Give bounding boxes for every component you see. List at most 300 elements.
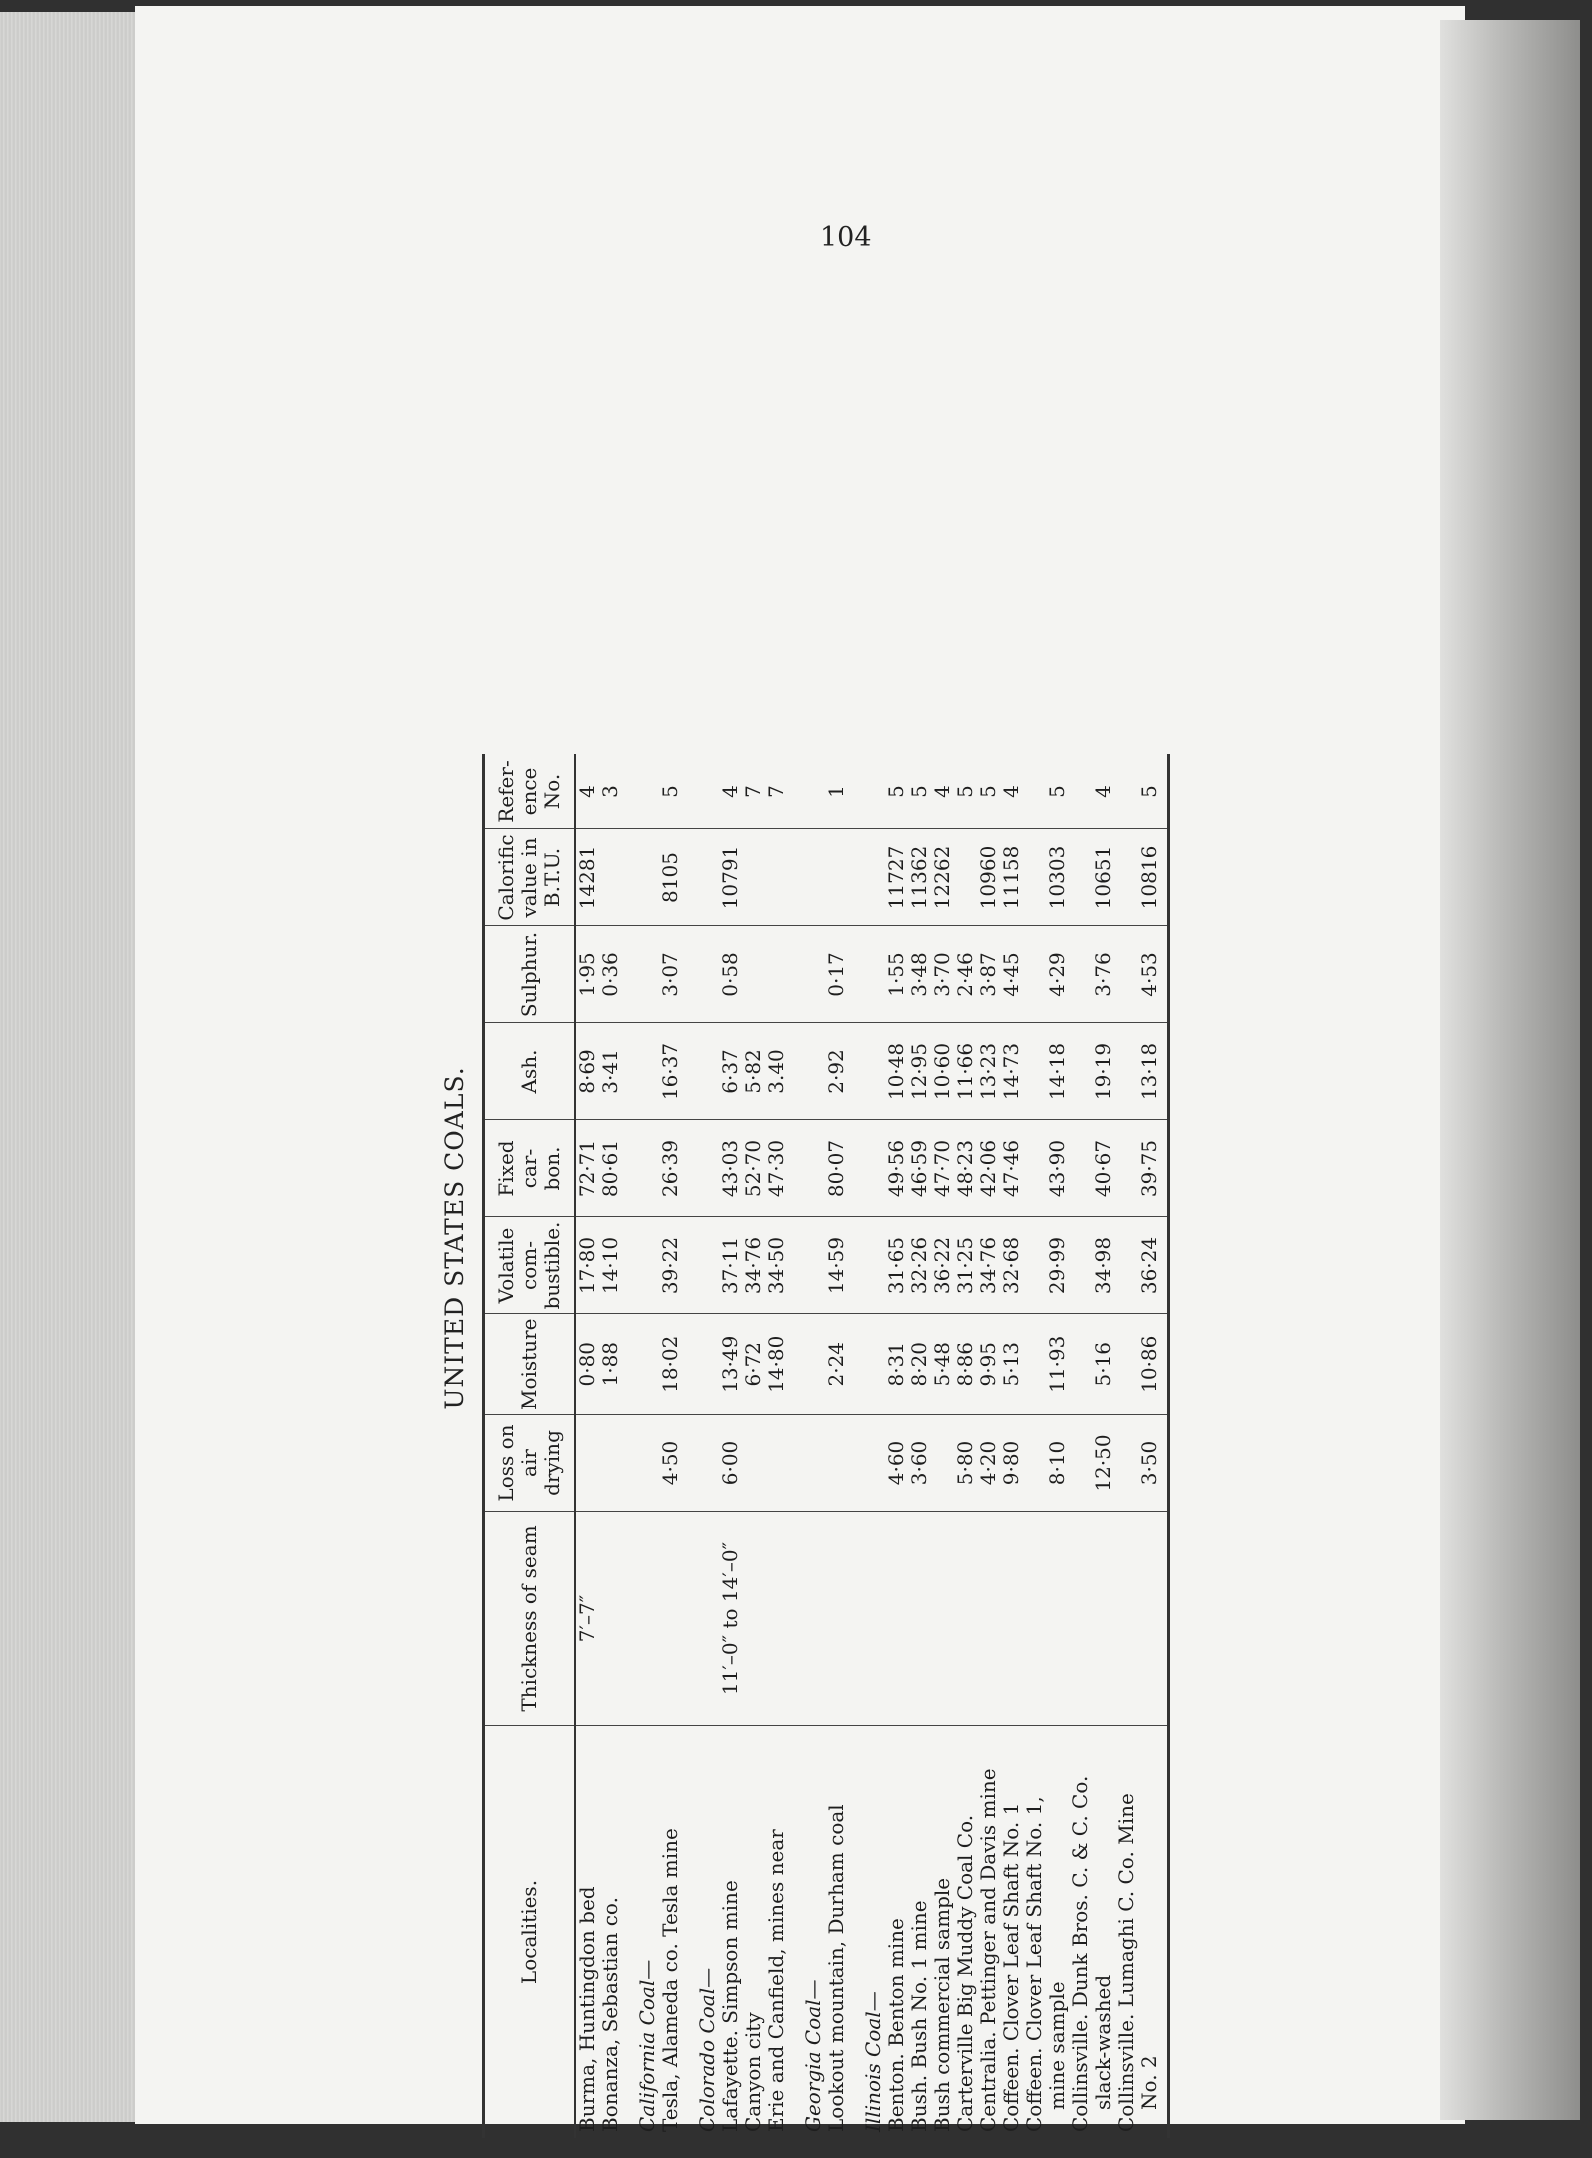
- loss-cell: [696, 1415, 719, 1512]
- coal-analysis-table: [482, 755, 1170, 2139]
- sulphur-cell: 1·95: [575, 926, 599, 1023]
- thickness-cell: [977, 1512, 1000, 1726]
- thickness-cell: [862, 1512, 885, 1726]
- ref-cell: 4: [1069, 755, 1115, 830]
- table-row: [742, 755, 765, 2139]
- locality-text: Collinsville. Dunk Bros. C. & C. Co.: [1068, 1775, 1092, 2132]
- ash-cell: [696, 1023, 719, 1120]
- ref-cell: [862, 755, 885, 830]
- volatile-cell: 36·24: [1115, 1217, 1169, 1314]
- spacer-cell: [622, 1023, 636, 1120]
- loss-cell: [862, 1415, 885, 1512]
- group-heading-row: [696, 755, 719, 2139]
- spacer-cell: [848, 755, 862, 830]
- group-heading: [696, 1726, 719, 2139]
- spacer-cell: [788, 1023, 802, 1120]
- spacer-row: [682, 755, 696, 2139]
- thickness-cell: [636, 1512, 659, 1726]
- fixed-cell: 48·23: [954, 1120, 977, 1217]
- thickness-cell: [954, 1512, 977, 1726]
- ref-cell: 5: [659, 755, 682, 830]
- header-moisture: Moisture: [484, 1314, 576, 1415]
- fixed-cell: 47·70: [931, 1120, 954, 1217]
- moisture-cell: 8·20: [908, 1314, 931, 1415]
- ash-cell: 13·23: [977, 1023, 1000, 1120]
- sulphur-cell: [696, 926, 719, 1023]
- fixed-cell: 43·90: [1023, 1120, 1069, 1217]
- table-row: [765, 755, 788, 2139]
- sulphur-cell: [636, 926, 659, 1023]
- ref-cell: 4: [575, 755, 599, 830]
- ash-cell: 12·95: [908, 1023, 931, 1120]
- volatile-cell: 14·10: [599, 1217, 622, 1314]
- header-ash: Ash.: [484, 1023, 576, 1120]
- moisture-cell: 5·13: [1000, 1314, 1023, 1415]
- loss-cell: 9·80: [1000, 1415, 1023, 1512]
- locality-cell: [885, 1726, 908, 2139]
- locality-text: Canyon city: [741, 2012, 765, 2132]
- table-row: [719, 755, 742, 2139]
- calorific-cell: 10960: [977, 829, 1000, 926]
- locality-continuation: slack-washed: [1091, 1974, 1115, 2110]
- calorific-cell: 10303: [1023, 829, 1069, 926]
- ash-cell: 14·73: [1000, 1023, 1023, 1120]
- calorific-cell: 11362: [908, 829, 931, 926]
- locality-cell: [742, 1726, 765, 2139]
- thickness-cell: 7′–7″: [575, 1512, 599, 1726]
- locality-continuation: mine sample: [1045, 1981, 1069, 2110]
- locality-text: Bush. Bush No. 1 mine: [907, 1900, 931, 2132]
- locality-text: Lafayette. Simpson mine: [718, 1880, 742, 2132]
- moisture-cell: 14·80: [765, 1314, 788, 1415]
- thickness-cell: [885, 1512, 908, 1726]
- sulphur-cell: 3·87: [977, 926, 1000, 1023]
- table-row: [977, 755, 1000, 2139]
- ash-cell: 2·92: [825, 1023, 848, 1120]
- locality-text: Coffeen. Clover Leaf Shaft No. 1: [999, 1802, 1023, 2132]
- fixed-cell: [862, 1120, 885, 1217]
- locality-text: Lookout mountain, Durham coal: [824, 1804, 848, 2132]
- spacer-cell: [788, 755, 802, 830]
- loss-cell: 4·20: [977, 1415, 1000, 1512]
- spacer-cell: [682, 926, 696, 1023]
- spacer-cell: [622, 1512, 636, 1726]
- moisture-cell: [636, 1314, 659, 1415]
- ref-cell: 7: [765, 755, 788, 830]
- locality-text: Carterville Big Muddy Coal Co.: [953, 1814, 977, 2132]
- moisture-cell: 2·24: [825, 1314, 848, 1415]
- loss-cell: [599, 1415, 622, 1512]
- thickness-cell: 11′–0″ to 14′–0″: [719, 1512, 742, 1726]
- locality-cell: [1000, 1726, 1023, 2139]
- moisture-cell: [696, 1314, 719, 1415]
- ref-cell: 5: [1115, 755, 1169, 830]
- moisture-cell: 6·72: [742, 1314, 765, 1415]
- rotated-table-block: [440, 318, 1270, 2158]
- thickness-cell: [742, 1512, 765, 1726]
- fixed-cell: 80·07: [825, 1120, 848, 1217]
- locality-cell: [908, 1726, 931, 2139]
- sulphur-cell: 3·70: [931, 926, 954, 1023]
- loss-cell: [825, 1415, 848, 1512]
- volatile-cell: [802, 1217, 825, 1314]
- fixed-cell: [802, 1120, 825, 1217]
- spacer-cell: [682, 1415, 696, 1512]
- volatile-cell: 32·68: [1000, 1217, 1023, 1314]
- locality-cell: [599, 1726, 622, 2139]
- locality-text: Illinois Coal—: [861, 1991, 885, 2132]
- moisture-cell: 1·88: [599, 1314, 622, 1415]
- volatile-cell: 14·59: [825, 1217, 848, 1314]
- locality-text: Colorado Coal—: [695, 1967, 719, 2132]
- sulphur-cell: [742, 926, 765, 1023]
- spacer-cell: [622, 926, 636, 1023]
- table-row: [1023, 755, 1069, 2139]
- loss-cell: [742, 1415, 765, 1512]
- loss-cell: 4·50: [659, 1415, 682, 1512]
- spacer-cell: [622, 755, 636, 830]
- locality-text: Centralia. Pettinger and Davis mine: [976, 1768, 1000, 2132]
- spacer-cell: [682, 1023, 696, 1120]
- calorific-cell: [825, 829, 848, 926]
- ash-cell: 10·60: [931, 1023, 954, 1120]
- group-heading: [862, 1726, 885, 2139]
- spacer-cell: [682, 755, 696, 830]
- spacer-cell: [788, 1512, 802, 1726]
- header-loss-air-drying: Loss on air drying: [484, 1415, 576, 1512]
- ash-cell: 3.40: [765, 1023, 788, 1120]
- spacer-cell: [848, 1120, 862, 1217]
- thickness-cell: [1115, 1512, 1169, 1726]
- table-row: [575, 755, 599, 2139]
- moisture-cell: 8·86: [954, 1314, 977, 1415]
- locality-cell: [1115, 1726, 1169, 2139]
- thickness-cell: [825, 1512, 848, 1726]
- ash-cell: [862, 1023, 885, 1120]
- locality-text: Tesla, Alameda co. Tesla mine: [658, 1828, 682, 2132]
- locality-text: Coffeen. Clover Leaf Shaft No. 1,: [1022, 1796, 1046, 2132]
- fixed-cell: 43·03: [719, 1120, 742, 1217]
- header-thickness: Thickness of seam: [484, 1512, 576, 1726]
- thickness-cell: [1023, 1512, 1069, 1726]
- fixed-cell: 72·71: [575, 1120, 599, 1217]
- sulphur-cell: 4·53: [1115, 926, 1169, 1023]
- moisture-cell: 8·31: [885, 1314, 908, 1415]
- fixed-cell: 26·39: [659, 1120, 682, 1217]
- calorific-cell: [742, 829, 765, 926]
- spacer-cell: [848, 1217, 862, 1314]
- group-heading-row: [802, 755, 825, 2139]
- spacer-cell: [848, 1023, 862, 1120]
- table-title: UNITED STATES COALS.: [440, 1066, 469, 1410]
- table-row: [1069, 755, 1115, 2139]
- spacer-cell: [788, 1415, 802, 1512]
- ref-cell: 4: [1000, 755, 1023, 830]
- group-heading-row: [636, 755, 659, 2139]
- thickness-cell: [659, 1512, 682, 1726]
- page-number: 104: [820, 222, 872, 253]
- locality-cell: [954, 1726, 977, 2139]
- ash-cell: 14·18: [1023, 1023, 1069, 1120]
- ref-cell: [802, 755, 825, 830]
- moisture-cell: 13·49: [719, 1314, 742, 1415]
- fixed-cell: [696, 1120, 719, 1217]
- thickness-cell: [1069, 1512, 1115, 1726]
- volatile-cell: 37·11: [719, 1217, 742, 1314]
- header-fixed-carbon: Fixed car- bon.: [484, 1120, 576, 1217]
- thickness-cell: [765, 1512, 788, 1726]
- sulphur-cell: 0·36: [599, 926, 622, 1023]
- spacer-cell: [788, 829, 802, 926]
- loss-cell: 3·50: [1115, 1415, 1169, 1512]
- loss-cell: 8·10: [1023, 1415, 1069, 1512]
- moisture-cell: 18·02: [659, 1314, 682, 1415]
- sulphur-cell: 3·48: [908, 926, 931, 1023]
- ref-cell: [696, 755, 719, 830]
- calorific-cell: 11727: [885, 829, 908, 926]
- ref-cell: 5: [954, 755, 977, 830]
- locality-text: Georgia Coal—: [801, 1979, 825, 2132]
- ref-cell: [636, 755, 659, 830]
- spacer-cell: [682, 1217, 696, 1314]
- fixed-cell: 40·67: [1069, 1120, 1115, 1217]
- locality-text: Bush commercial sample: [930, 1877, 954, 2132]
- sulphur-cell: 4·45: [1000, 926, 1023, 1023]
- ash-cell: 19·19: [1069, 1023, 1115, 1120]
- loss-cell: [575, 1415, 599, 1512]
- moisture-cell: 5·48: [931, 1314, 954, 1415]
- thickness-cell: [802, 1512, 825, 1726]
- header-calorific: Calorific value in B.T.U.: [484, 829, 576, 926]
- calorific-cell: [696, 829, 719, 926]
- volatile-cell: [696, 1217, 719, 1314]
- sulphur-cell: [862, 926, 885, 1023]
- spacer-cell: [622, 1120, 636, 1217]
- table-row: [885, 755, 908, 2139]
- spacer-cell: [622, 1217, 636, 1314]
- spacer-cell: [848, 1726, 862, 2139]
- spacer-cell: [622, 1314, 636, 1415]
- volatile-cell: [862, 1217, 885, 1314]
- locality-text: Bonanza, Sebastian co.: [598, 1897, 622, 2132]
- loss-cell: [802, 1415, 825, 1512]
- table-row: [931, 755, 954, 2139]
- moisture-cell: [862, 1314, 885, 1415]
- loss-cell: 5·80: [954, 1415, 977, 1512]
- calorific-cell: 10791: [719, 829, 742, 926]
- calorific-cell: [599, 829, 622, 926]
- ash-cell: 16·37: [659, 1023, 682, 1120]
- locality-text: Collinsville. Lumaghi C. Co. Mine: [1114, 1793, 1138, 2132]
- loss-cell: 3·60: [908, 1415, 931, 1512]
- spacer-cell: [682, 1726, 696, 2139]
- header-volatile: Volatile com- bustible.: [484, 1217, 576, 1314]
- table-row: [825, 755, 848, 2139]
- sulphur-cell: 3·07: [659, 926, 682, 1023]
- loss-cell: 4·60: [885, 1415, 908, 1512]
- volatile-cell: 31·65: [885, 1217, 908, 1314]
- volatile-cell: 32·26: [908, 1217, 931, 1314]
- calorific-cell: 8105: [659, 829, 682, 926]
- moisture-cell: 5·16: [1069, 1314, 1115, 1415]
- spacer-cell: [682, 829, 696, 926]
- locality-cell: [977, 1726, 1000, 2139]
- spacer-cell: [622, 1726, 636, 2139]
- thickness-cell: [696, 1512, 719, 1726]
- ash-cell: [802, 1023, 825, 1120]
- spacer-cell: [848, 1415, 862, 1512]
- volatile-cell: 36·22: [931, 1217, 954, 1314]
- group-heading: [802, 1726, 825, 2139]
- fixed-cell: 42·06: [977, 1120, 1000, 1217]
- table-header-row: [484, 755, 576, 2139]
- volatile-cell: 34·98: [1069, 1217, 1115, 1314]
- ref-cell: 5: [885, 755, 908, 830]
- fixed-cell: 46·59: [908, 1120, 931, 1217]
- sulphur-cell: [765, 926, 788, 1023]
- moisture-cell: 0·80: [575, 1314, 599, 1415]
- locality-continuation: No. 2: [1137, 2055, 1161, 2110]
- volatile-cell: 34·76: [742, 1217, 765, 1314]
- locality-cell: [659, 1726, 682, 2139]
- locality-text: Benton. Benton mine: [884, 1918, 908, 2132]
- spacer-cell: [622, 829, 636, 926]
- ref-cell: 1: [825, 755, 848, 830]
- ref-cell: 5: [1023, 755, 1069, 830]
- sulphur-cell: 0·17: [825, 926, 848, 1023]
- header-localities: Localities.: [484, 1726, 576, 2139]
- calorific-cell: 12262: [931, 829, 954, 926]
- table-row: [954, 755, 977, 2139]
- moisture-cell: 9·95: [977, 1314, 1000, 1415]
- fixed-cell: 80·61: [599, 1120, 622, 1217]
- gutter-shadow: [1440, 20, 1580, 2120]
- fixed-cell: 52·70: [742, 1120, 765, 1217]
- spacer-cell: [622, 1415, 636, 1512]
- ash-cell: 8·69: [575, 1023, 599, 1120]
- moisture-cell: [802, 1314, 825, 1415]
- loss-cell: 6·00: [719, 1415, 742, 1512]
- ash-cell: 3·41: [599, 1023, 622, 1120]
- ref-cell: 7: [742, 755, 765, 830]
- locality-cell: [1069, 1726, 1115, 2139]
- calorific-cell: [954, 829, 977, 926]
- calorific-cell: [862, 829, 885, 926]
- volatile-cell: 29·99: [1023, 1217, 1069, 1314]
- sulphur-cell: 4·29: [1023, 926, 1069, 1023]
- table-row: [1115, 755, 1169, 2139]
- spacer-cell: [788, 1726, 802, 2139]
- spacer-cell: [848, 829, 862, 926]
- locality-text: California Coal—: [635, 1959, 659, 2132]
- locality-cell: [1023, 1726, 1069, 2139]
- calorific-cell: 11158: [1000, 829, 1023, 926]
- fixed-cell: 47·46: [1000, 1120, 1023, 1217]
- thickness-cell: [599, 1512, 622, 1726]
- group-heading: [636, 1726, 659, 2139]
- locality-text: Burma, Huntingdon bed: [575, 1886, 599, 2132]
- thickness-cell: [908, 1512, 931, 1726]
- ash-cell: 11·66: [954, 1023, 977, 1120]
- ash-cell: 10·48: [885, 1023, 908, 1120]
- sulphur-cell: 1·55: [885, 926, 908, 1023]
- calorific-cell: 10816: [1115, 829, 1169, 926]
- spacer-cell: [788, 1120, 802, 1217]
- sulphur-cell: [802, 926, 825, 1023]
- volatile-cell: 39·22: [659, 1217, 682, 1314]
- header-sulphur: Sulphur.: [484, 926, 576, 1023]
- ref-cell: 3: [599, 755, 622, 830]
- spacer-cell: [848, 1512, 862, 1726]
- volatile-cell: 34·76: [977, 1217, 1000, 1314]
- ref-cell: 4: [719, 755, 742, 830]
- volatile-cell: 31·25: [954, 1217, 977, 1314]
- sulphur-cell: 3·76: [1069, 926, 1115, 1023]
- locality-cell: [765, 1726, 788, 2139]
- ash-cell: [636, 1023, 659, 1120]
- sulphur-cell: 2·46: [954, 926, 977, 1023]
- fixed-cell: 47·30: [765, 1120, 788, 1217]
- sulphur-cell: 0·58: [719, 926, 742, 1023]
- ash-cell: 13·18: [1115, 1023, 1169, 1120]
- fixed-cell: 39·75: [1115, 1120, 1169, 1217]
- thickness-cell: [1000, 1512, 1023, 1726]
- calorific-cell: [765, 829, 788, 926]
- volatile-cell: [636, 1217, 659, 1314]
- spacer-cell: [848, 926, 862, 1023]
- volatile-cell: 17·80: [575, 1217, 599, 1314]
- table-row: [1000, 755, 1023, 2139]
- locality-cell: [575, 1726, 599, 2139]
- table-row: [599, 755, 622, 2139]
- table-body: [575, 755, 1169, 2139]
- ref-cell: 5: [908, 755, 931, 830]
- moisture-cell: 10·86: [1115, 1314, 1169, 1415]
- locality-text: Erie and Canfield, mines near: [764, 1829, 788, 2132]
- calorific-cell: 14281: [575, 829, 599, 926]
- spacer-row: [848, 755, 862, 2139]
- locality-cell: [931, 1726, 954, 2139]
- spacer-cell: [788, 926, 802, 1023]
- calorific-cell: [802, 829, 825, 926]
- spacer-row: [622, 755, 636, 2139]
- spacer-cell: [682, 1314, 696, 1415]
- thickness-cell: [931, 1512, 954, 1726]
- loss-cell: [765, 1415, 788, 1512]
- table-row: [908, 755, 931, 2139]
- page-stack-edge: [0, 12, 150, 2122]
- spacer-cell: [788, 1314, 802, 1415]
- ref-cell: 5: [977, 755, 1000, 830]
- volatile-cell: 34·50: [765, 1217, 788, 1314]
- loss-cell: 12·50: [1069, 1415, 1115, 1512]
- loss-cell: [636, 1415, 659, 1512]
- ref-cell: 4: [931, 755, 954, 830]
- table-row: [659, 755, 682, 2139]
- locality-cell: [825, 1726, 848, 2139]
- locality-cell: [719, 1726, 742, 2139]
- spacer-cell: [682, 1512, 696, 1726]
- spacer-cell: [788, 1217, 802, 1314]
- spacer-cell: [682, 1120, 696, 1217]
- moisture-cell: 11·93: [1023, 1314, 1069, 1415]
- spacer-cell: [848, 1314, 862, 1415]
- ash-cell: 5·82: [742, 1023, 765, 1120]
- fixed-cell: [636, 1120, 659, 1217]
- fixed-cell: 49·56: [885, 1120, 908, 1217]
- group-heading-row: [862, 755, 885, 2139]
- loss-cell: [931, 1415, 954, 1512]
